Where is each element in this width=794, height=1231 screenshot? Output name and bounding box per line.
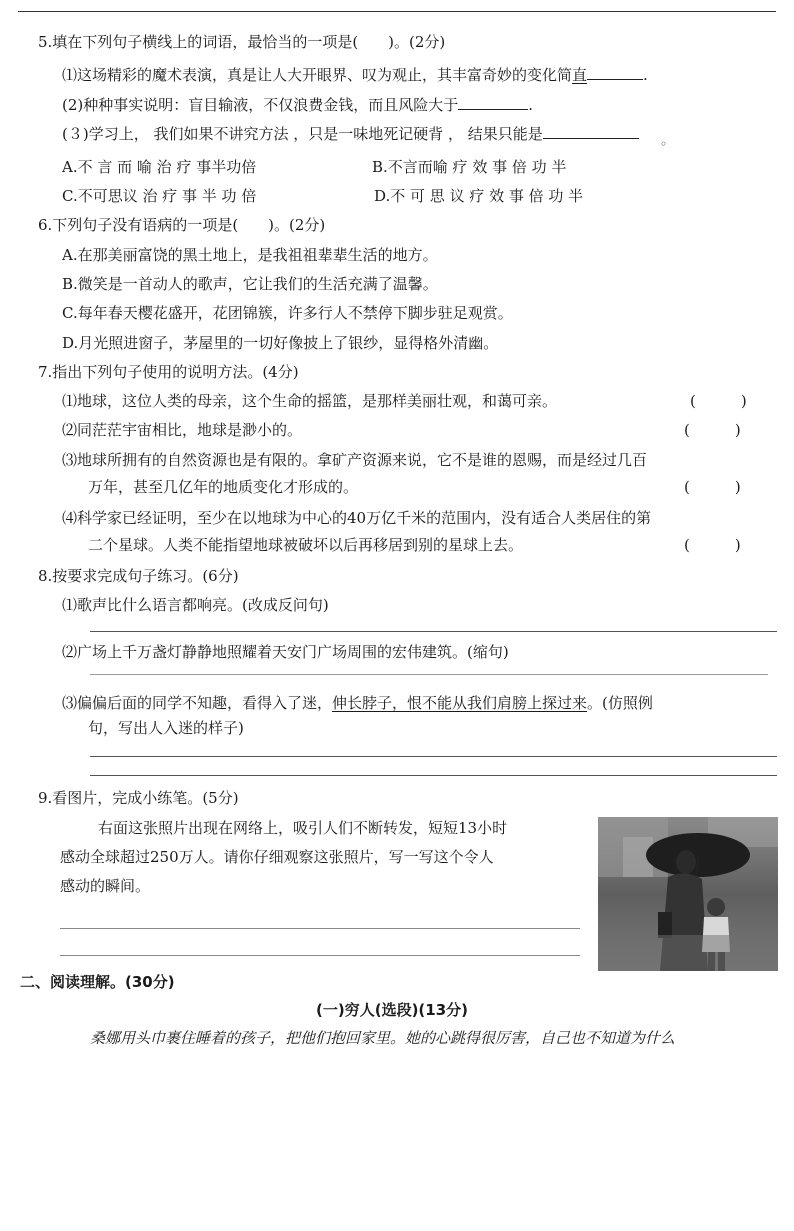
q5-option-b: B.不言而喻 疗 效 事 倍 功 半: [372, 158, 567, 176]
reading-paragraph: 桑娜用头巾裹住睡着的孩子，把他们抱回家里。她的心跳得很厉害，自己也不知道为什么: [90, 1029, 676, 1047]
q6-stem: 6.下列句子没有语病的一项是( )。(2分): [38, 216, 326, 234]
q6-option-b: B.微笑是一首动人的歌声，它让我们的生活充满了温馨。: [62, 275, 438, 293]
q8-stem: 8.按要求完成句子练习。(6分): [38, 567, 239, 585]
q7-sentence-2: ⑵同茫茫宇宙相比，地球是渺小的。: [62, 421, 303, 439]
q5-blank-2[interactable]: [458, 93, 528, 110]
q8-item-3: ⑶偏偏后面的同学不知趣，看得入了迷，伸长脖子，恨不能从我们肩膀上探过来。(仿照例: [62, 694, 653, 712]
q7-sentence-3a: ⑶地球所拥有的自然资源也是有限的。拿矿产资源来说，它不是谁的恩赐，而是经过几百: [62, 451, 648, 469]
q9-para-3: 感动的瞬间。: [60, 877, 151, 895]
q9-answer-line-2[interactable]: [60, 955, 580, 956]
q8-item-1: ⑴歌声比什么语言都响亮。(改成反问句): [62, 596, 329, 614]
stray-dot: ◦: [660, 137, 668, 151]
q7-sentence-3b: 万年，甚至几亿年的地质变化才形成的。: [88, 478, 359, 496]
q5-sentence-3: (３)学习上， 我们如果不讲究方法 ，只是一味地死记硬背 ， 结果只能是: [62, 122, 639, 144]
q9-answer-line-1[interactable]: [60, 928, 580, 929]
q5-s1-fill: 直: [572, 66, 588, 84]
q5-sentence-1: ⑴这场精彩的魔术表演，真是让人大开眼界、叹为观止，其丰富奇妙的变化简直 .: [62, 63, 648, 85]
q8-item-3b: 句，写出人入迷的样子): [88, 719, 244, 737]
section-2-title: 二、阅读理解。(30分): [20, 973, 175, 991]
q5-stem: 5.填在下列句子横线上的词语，最恰当的一项是( )。(2分): [38, 33, 446, 51]
q5-sentence-2: (2)种种事实说明：盲目输液，不仅浪费金钱，而且风险大于 .: [62, 93, 533, 115]
photo-illustration: [598, 817, 778, 971]
q7-answer-paren-1[interactable]: ( ): [690, 392, 747, 410]
top-rule: [18, 11, 776, 12]
q6-option-d: D.月光照进窗子，茅屋里的一切好像披上了银纱，显得格外清幽。: [62, 334, 499, 352]
q5-option-d: D.不 可 思 议 疗 效 事 倍 功 半: [374, 187, 584, 205]
q8-answer-line-2[interactable]: [90, 674, 768, 675]
q7-sentence-4a: ⑷科学家已经证明，至少在以地球为中心的40万亿千米的范围内，没有适合人类居住的第: [62, 509, 652, 527]
q7-sentence-4b: 二个星球。人类不能指望地球被破坏以后再移居到别的星球上去。: [88, 536, 524, 554]
q7-answer-paren-4[interactable]: ( ): [684, 536, 741, 554]
q9-para-1: 右面这张照片出现在网络上，吸引人们不断转发，短短13小时: [98, 819, 508, 837]
section-2-subtitle: (一)穷人(选段)(13分): [316, 1001, 469, 1019]
q6-option-c: C.每年春天樱花盛开，花团锦簇，许多行人不禁停下脚步驻足观赏。: [62, 304, 513, 322]
q8-item-2: ⑵广场上千万盏灯静静地照耀着天安门广场周围的宏伟建筑。(缩句): [62, 643, 509, 661]
q9-para-2: 感动全球超过250万人。请你仔细观察这张照片，写一写这个令人: [60, 848, 494, 866]
q8-answer-line-1[interactable]: [90, 631, 777, 632]
q6-option-a: A.在那美丽富饶的黑土地上，是我祖祖辈辈生活的地方。: [62, 246, 438, 264]
q7-answer-paren-2[interactable]: ( ): [684, 421, 741, 439]
q5-blank-3[interactable]: [543, 122, 639, 139]
photo-father-umbrella: [598, 817, 778, 971]
q7-sentence-1: ⑴地球，这位人类的母亲，这个生命的摇篮，是那样美丽壮观，和蔼可亲。: [62, 392, 558, 410]
q7-answer-paren-3[interactable]: ( ): [684, 478, 741, 496]
q9-stem: 9.看图片，完成小练笔。(5分): [38, 789, 239, 807]
q5-option-a: A.不 言 而 喻 治 疗 事半功倍: [62, 158, 257, 176]
q5-option-c: C.不可思议 治 疗 事 半 功 倍: [62, 187, 257, 205]
q5-blank-1[interactable]: [587, 63, 643, 80]
q8-answer-line-4[interactable]: [90, 775, 777, 776]
q8-example-underlined: 伸长脖子，恨不能从我们肩膀上探过来: [332, 694, 588, 712]
q8-answer-line-3[interactable]: [90, 756, 777, 757]
q7-stem: 7.指出下列句子使用的说明方法。(4分): [38, 363, 299, 381]
